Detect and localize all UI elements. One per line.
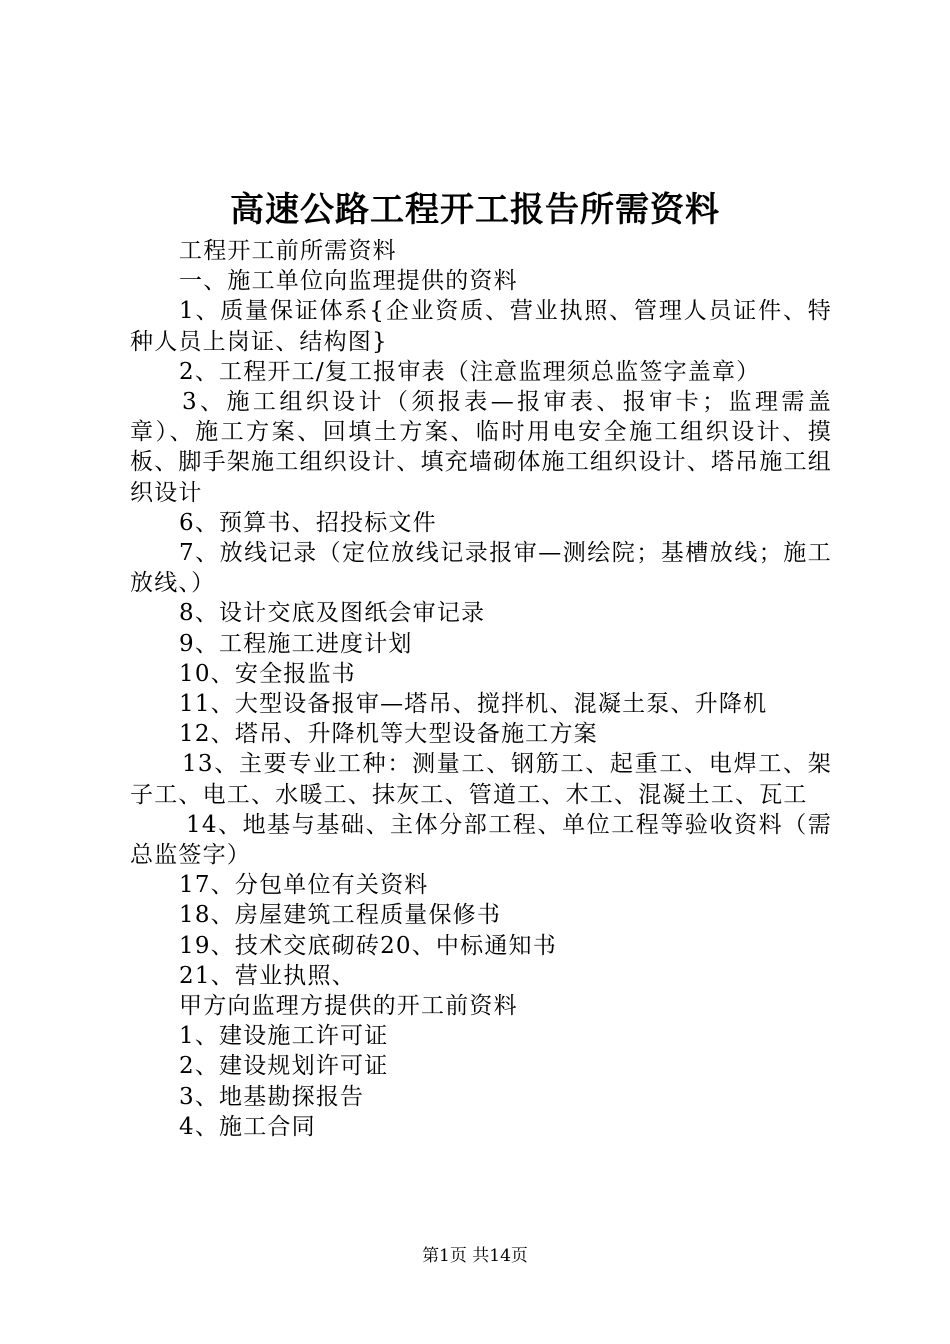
- paragraph: 11、大型设备报审—塔吊、搅拌机、混凝土泵、升降机: [179, 691, 768, 718]
- paragraph: 4、施工合同: [179, 1113, 316, 1140]
- paragraph: 2、建设规划许可证: [179, 1053, 389, 1080]
- paragraph: 18、房屋建筑工程质量保修书: [179, 902, 502, 929]
- paragraph: 3、施工组织设计（须报表—报审表、报审卡；监理需盖章）、施工方案、回填土方案、临时用电安全施工组织设计、摸板、脚手架施工组织设计、填充墙砌体施工组织设计、塔吊施工组织设计: [130, 389, 832, 506]
- paragraph: 19、技术交底砌砖20、中标通知书: [179, 932, 557, 959]
- page-footer: 第1页 共14页: [422, 1246, 528, 1266]
- paragraph: 1、质量保证体系{企业资质、营业执照、管理人员证件、特种人员上岗证、结构图}: [130, 298, 832, 355]
- paragraph: 8、设计交底及图纸会审记录: [179, 600, 486, 627]
- paragraph: 13、主要专业工种：测量工、钢筋工、起重工、电焊工、架子工、电工、水暖工、抹灰工、管道工、木工、混凝土工、瓦工: [130, 751, 832, 808]
- paragraph: 17、分包单位有关资料: [179, 872, 429, 899]
- paragraph: 工程开工前所需资料: [179, 238, 397, 264]
- paragraph: 一、施工单位向监理提供的资料: [179, 268, 518, 295]
- paragraph: 14、地基与基础、主体分部工程、单位工程等验收资料（需总监签字）: [130, 811, 832, 869]
- paragraph: 9、工程施工进度计划: [179, 630, 413, 657]
- paragraph: 甲方向监理方提供的开工前资料: [179, 993, 518, 1020]
- document-body: [130, 236, 832, 1142]
- paragraph: 2、工程开工/复工报审表（注意监理须总监签字盖章）: [179, 358, 761, 385]
- paragraph: 3、地基勘探报告: [179, 1083, 365, 1110]
- paragraph: 12、塔吊、升降机等大型设备施工方案: [179, 721, 598, 748]
- paragraph: 6、预算书、招投标文件: [179, 509, 437, 536]
- paragraph: 10、安全报监书: [179, 660, 356, 687]
- paragraph: 21、营业执照、: [179, 962, 356, 989]
- paragraph: 7、放线记录（定位放线记录报审—测绘院；基槽放线；施工放线、）: [130, 540, 832, 597]
- document-title: 高速公路工程开工报告所需资料: [230, 190, 720, 230]
- paragraph: 1、建设施工许可证: [179, 1023, 389, 1050]
